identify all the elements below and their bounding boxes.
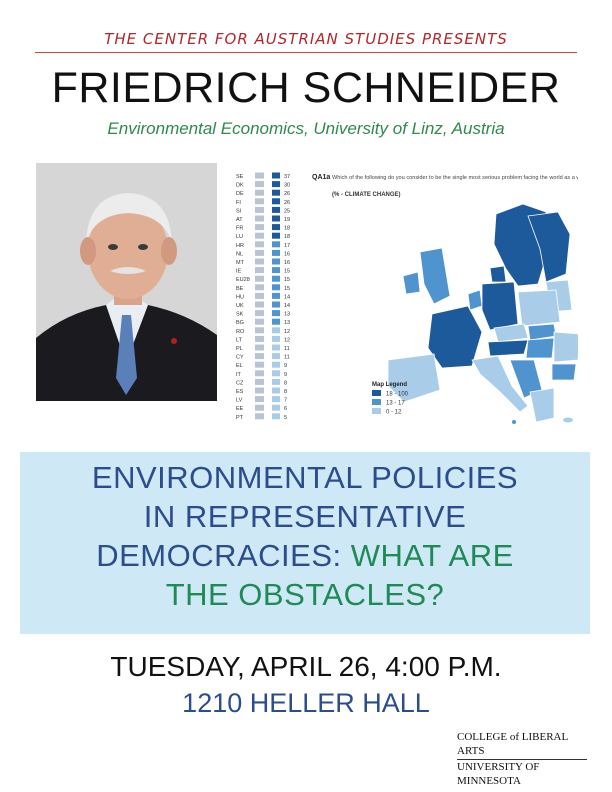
flag-icon	[255, 319, 264, 325]
value-swatch	[272, 207, 280, 213]
value-swatch	[272, 190, 280, 196]
country-value: 8	[284, 389, 288, 395]
flag-icon	[255, 413, 264, 419]
country-code: BE	[236, 285, 244, 292]
flag-icon	[255, 276, 264, 282]
country-code: HU	[236, 294, 244, 301]
value-swatch	[272, 293, 280, 299]
map-legend	[372, 390, 409, 416]
country-value: 15	[284, 285, 291, 292]
value-swatch	[272, 216, 280, 222]
flag-icon	[255, 405, 264, 411]
value-swatch	[272, 233, 280, 239]
figure-subtitle: (% - CLIMATE CHANGE)	[332, 192, 401, 198]
flag-icon	[255, 388, 264, 394]
logo-line-2: UNIVERSITY OF MINNESOTA	[457, 761, 540, 787]
title-line-3-blue: DEMOCRACIES:	[96, 538, 351, 573]
flag-icon	[255, 173, 264, 179]
flag-icon	[255, 198, 264, 204]
country-code: UK	[236, 303, 244, 309]
country-value: 12	[284, 337, 291, 344]
title-line-3	[20, 536, 590, 575]
speaker-affiliation: Environmental Economics, University of Linz, Austria	[107, 119, 505, 138]
country-code: SI	[236, 208, 242, 215]
country-code: IE	[236, 268, 242, 275]
country-code: ES	[236, 389, 244, 395]
value-swatch	[272, 259, 280, 265]
event-room: 1210 HELLER HALL	[182, 688, 430, 718]
country-code: EU28	[236, 277, 250, 284]
value-swatch	[272, 302, 280, 308]
flag-icon	[255, 379, 264, 385]
value-swatch	[272, 319, 280, 325]
country-code: CZ	[236, 380, 244, 387]
value-swatch	[272, 284, 280, 290]
country-code: FR	[236, 225, 244, 232]
country-value: 14	[284, 294, 291, 301]
flag-icon	[255, 267, 264, 273]
flag-icon	[255, 336, 264, 342]
value-swatch	[272, 413, 280, 419]
value-swatch	[272, 379, 280, 385]
talk-title	[20, 458, 590, 614]
country-value: 8	[284, 380, 288, 387]
country-value: 26	[284, 199, 291, 206]
country-value: 11	[284, 346, 290, 352]
flag-icon	[255, 181, 264, 187]
flag-icon	[255, 216, 264, 222]
flag-icon	[255, 241, 264, 247]
event-date: TUESDAY, APRIL 26, 4:00 P.M.	[110, 651, 502, 682]
flag-icon	[255, 302, 264, 308]
figure-question: Which of the following do you consider to be the single most serious problem facing the world as a whole?	[332, 175, 578, 181]
value-swatch	[272, 327, 280, 333]
country-value: 19	[284, 217, 291, 223]
country-value: 26	[284, 191, 291, 198]
country-code: RO	[236, 328, 245, 335]
title-line-2: IN REPRESENTATIVE	[143, 499, 467, 534]
country-code: DK	[236, 182, 244, 189]
flag-icon	[255, 284, 264, 290]
country-value: 16	[284, 251, 291, 258]
country-value: 18	[284, 234, 291, 241]
value-swatch	[272, 241, 280, 247]
country-value: 17	[284, 242, 291, 249]
value-swatch	[272, 310, 280, 316]
country-value: 11	[284, 354, 290, 361]
country-code: EL	[236, 363, 243, 370]
country-code: PT	[236, 414, 244, 421]
country-value: 13	[284, 311, 291, 318]
legend-label: 0 - 12	[386, 409, 402, 416]
value-swatch	[272, 173, 280, 179]
country-value: 18	[284, 225, 291, 232]
speaker-name: FRIEDRICH SCHNEIDER	[51, 64, 561, 112]
country-value: 13	[284, 320, 291, 327]
legend-label: 13 - 17	[386, 400, 405, 407]
country-code: HR	[236, 242, 244, 249]
country-value: 16	[284, 260, 291, 266]
country-code: NL	[236, 251, 244, 258]
country-code: AT	[236, 217, 243, 223]
value-swatch	[272, 405, 280, 411]
legend-title: Map Legend	[372, 382, 408, 388]
flag-icon	[255, 327, 264, 333]
country-value: 15	[284, 268, 291, 275]
country-code: IT	[236, 371, 241, 378]
country-code: PL	[236, 346, 243, 352]
legend-swatch	[372, 390, 381, 396]
flag-icon	[255, 353, 264, 359]
flag-icon	[255, 250, 264, 256]
country-value: 7	[284, 397, 288, 404]
flag-icon	[255, 224, 264, 230]
figure-svg	[228, 164, 578, 434]
country-value: 15	[284, 277, 291, 284]
value-swatch	[272, 396, 280, 402]
flag-icon	[255, 310, 264, 316]
flag-icon	[255, 207, 264, 213]
flag-icon	[255, 370, 264, 376]
value-swatch	[272, 353, 280, 359]
presents-line: THE CENTER FOR AUSTRIAN STUDIES PRESENTS	[104, 30, 508, 48]
flag-icon	[255, 190, 264, 196]
country-value: 9	[284, 363, 288, 370]
divider-rule	[35, 52, 577, 53]
value-swatch	[272, 276, 280, 282]
country-code: LV	[236, 397, 243, 404]
country-code: SE	[236, 174, 244, 180]
value-swatch	[272, 345, 280, 351]
country-code: EE	[236, 406, 244, 413]
country-value: 25	[284, 208, 291, 215]
country-code: SK	[236, 311, 244, 318]
title-line-1: ENVIRONMENTAL POLICIES	[91, 460, 519, 495]
value-swatch	[272, 370, 280, 376]
country-code: BG	[236, 320, 244, 327]
value-swatch	[272, 198, 280, 204]
country-value: 37	[284, 174, 291, 180]
country-code: LU	[236, 234, 244, 241]
value-swatch	[272, 267, 280, 273]
flag-icon	[255, 293, 264, 299]
country-code: DE	[236, 191, 244, 198]
country-code: MT	[236, 260, 244, 266]
value-swatch	[272, 181, 280, 187]
value-swatch	[272, 362, 280, 368]
country-value: 12	[284, 328, 291, 335]
value-swatch	[272, 388, 280, 394]
flag-icon	[255, 233, 264, 239]
eurobarometer-figure	[228, 164, 578, 434]
country-value: 30	[284, 182, 291, 189]
flag-icon	[255, 345, 264, 351]
country-code: LT	[236, 337, 243, 344]
value-swatch	[272, 250, 280, 256]
europe-map	[388, 204, 578, 424]
legend-swatch	[372, 399, 381, 405]
cla-logo	[457, 730, 587, 788]
legend-swatch	[372, 408, 381, 414]
value-swatch	[272, 224, 280, 230]
country-value: 5	[284, 414, 288, 421]
country-value: 14	[284, 303, 291, 309]
flag-icon	[255, 362, 264, 368]
country-code: FI	[236, 199, 241, 206]
country-value: 6	[284, 406, 288, 413]
flag-icon	[255, 259, 264, 265]
legend-label: 18 - 100	[386, 391, 409, 398]
country-list	[236, 173, 290, 421]
logo-line-1: COLLEGE of LIBERAL ARTS	[457, 730, 587, 760]
flag-icon	[255, 396, 264, 402]
country-value: 9	[284, 371, 288, 378]
value-swatch	[272, 336, 280, 342]
country-code: CY	[236, 354, 244, 361]
figure-code: QA1a	[312, 174, 331, 181]
title-line-4: THE OBSTACLES?	[165, 577, 445, 612]
title-line-3-green: WHAT ARE	[350, 538, 514, 573]
speaker-photo	[36, 163, 217, 401]
